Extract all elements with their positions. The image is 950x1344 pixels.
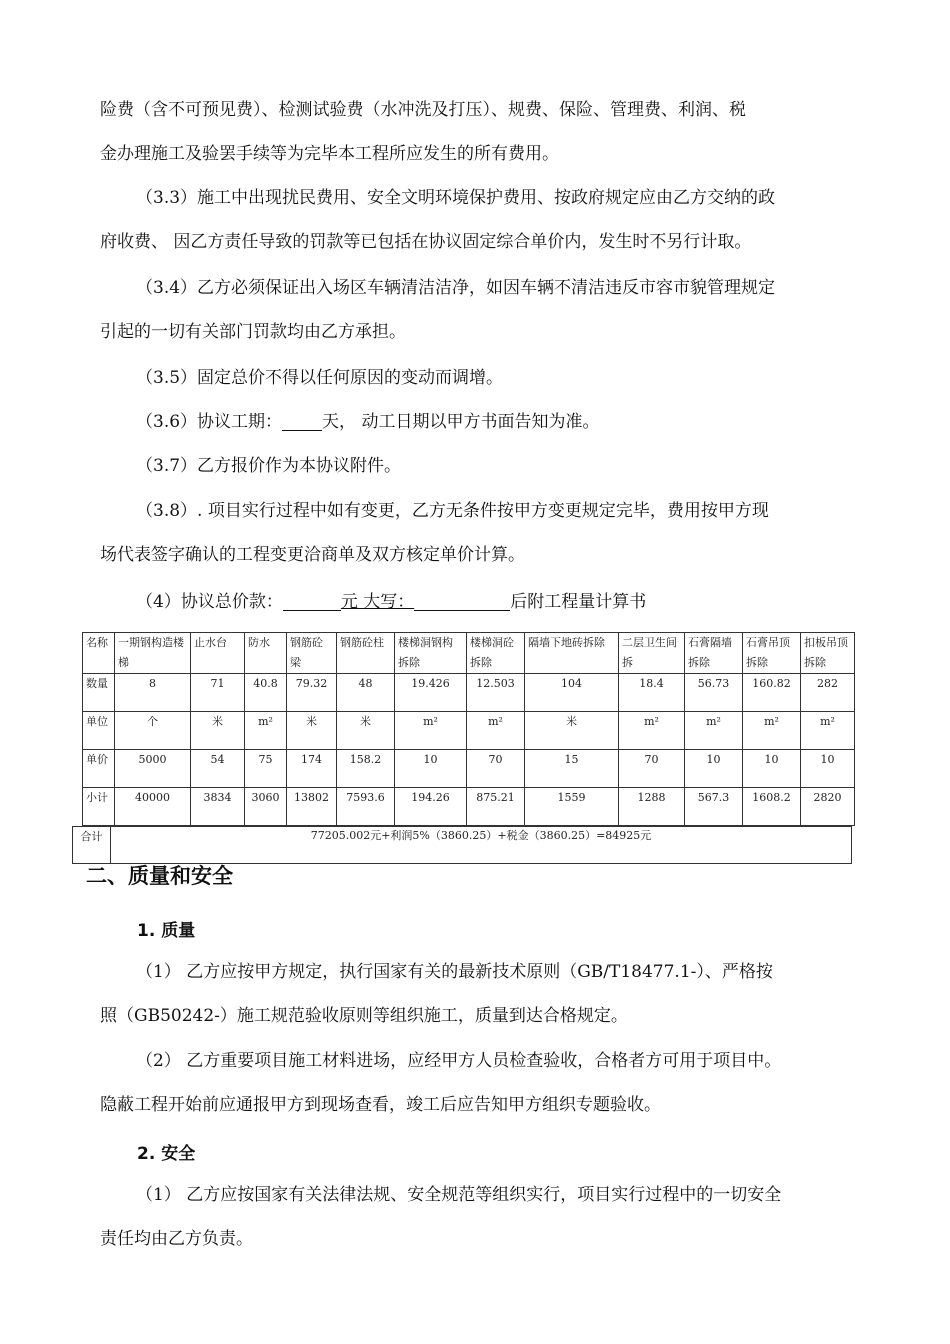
row-label: 小计 <box>83 788 115 826</box>
text-line: （2） 乙方重要项目施工材料进场，应经甲方人员检查验收，合格者方可用于项目中。 <box>136 1051 782 1071</box>
table-cell: 875.21 <box>467 788 525 826</box>
table-total-row <box>72 826 852 864</box>
table-row <box>83 788 855 826</box>
table-cell: 10 <box>395 750 467 788</box>
table-cell: 3060 <box>245 788 287 826</box>
column-header: 钢筋砼梁 <box>287 633 337 674</box>
row-label: 数量 <box>83 674 115 712</box>
text-line: （3.4）乙方必须保证出入场区车辆清洁洁净，如因车辆不清洁违反市容市貌管理规定 <box>136 278 776 298</box>
row-label: 单位 <box>83 712 115 750</box>
table-cell: 米 <box>287 712 337 750</box>
column-header: 一期钢构造楼梯 <box>115 633 191 674</box>
table-cell: 8 <box>115 674 191 712</box>
table-cell: 10 <box>743 750 801 788</box>
text-line: （3.5）固定总价不得以任何原因的变动而调增。 <box>136 368 504 388</box>
subsection-safety-title: 2. 安全 <box>137 1144 196 1164</box>
text-line: 场代表签字确认的工程变更洽商单及双方核定单价计算。 <box>100 545 525 565</box>
column-header: 扣板吊顶拆除 <box>801 633 855 674</box>
table-row <box>83 674 855 712</box>
text-line: 金办理施工及验罢手续等为完毕本工程所应发生的所有费用。 <box>100 144 559 164</box>
total-value: 77205.002元+利润5%（3860.25）+税金（3860.25）=84925元 <box>310 829 652 842</box>
table-cell: m² <box>685 712 743 750</box>
column-header: 隔墙下地砖拆除 <box>525 633 619 674</box>
table-cell: 1288 <box>619 788 685 826</box>
table-cell: 54 <box>191 750 245 788</box>
paragraph-fees <box>100 88 870 176</box>
table-cell: 1608.2 <box>743 788 801 826</box>
text-line: 险费（含不可预见费）、检测试验费（水冲洗及打压）、规费、保险、管理费、利润、税 <box>100 100 746 120</box>
table-row <box>83 712 855 750</box>
column-header: 钢筋砼柱 <box>337 633 395 674</box>
total-price-suffix: 后附工程量计算书 <box>510 592 647 612</box>
column-header: 楼梯洞钢构拆除 <box>395 633 467 674</box>
table-cell: 2820 <box>801 788 855 826</box>
table-cell: 71 <box>191 674 245 712</box>
paragraph-quality-1 <box>100 950 870 1038</box>
table-cell: 567.3 <box>685 788 743 826</box>
duration-label: （3.6）协议工期： <box>136 412 283 432</box>
column-header: 楼梯洞砼拆除 <box>467 633 525 674</box>
text-line <box>100 580 870 624</box>
table-cell: 米 <box>337 712 395 750</box>
table-cell: 40000 <box>115 788 191 826</box>
table-cell: m² <box>619 712 685 750</box>
column-header: 石膏隔墙拆除 <box>685 633 743 674</box>
table-cell: 70 <box>467 750 525 788</box>
paragraph-3-7 <box>100 444 870 488</box>
table-cell: 174 <box>287 750 337 788</box>
table-cell: 104 <box>525 674 619 712</box>
table-cell: 7593.6 <box>337 788 395 826</box>
table-cell: 70 <box>619 750 685 788</box>
text-line: （1） 乙方应按甲方规定，执行国家有关的最新技术原则（GB/T18477.1-）、严格按 <box>136 962 773 982</box>
text-line: （1） 乙方应按国家有关法律法规、安全规范等组织实行，项目实行过程中的一切安全 <box>136 1185 782 1205</box>
text-line: 照（GB50242-）施工规范验收原则等组织施工，质量到达合格规定。 <box>100 1006 628 1026</box>
table-row <box>83 750 855 788</box>
table-cell: 18.4 <box>619 674 685 712</box>
total-price-blank <box>283 590 341 611</box>
paragraph-4-total <box>100 580 870 624</box>
quantity-table <box>82 632 855 826</box>
text-line: 府收费、 因乙方责任导致的罚款等已包括在协议固定综合单价内，发生时不另行计取。 <box>100 232 752 252</box>
table-cell: 13802 <box>287 788 337 826</box>
table-cell: 个 <box>115 712 191 750</box>
table-cell: 282 <box>801 674 855 712</box>
table-cell: 1559 <box>525 788 619 826</box>
table-cell: 12.503 <box>467 674 525 712</box>
paragraph-3-8 <box>100 489 870 577</box>
table-cell: 米 <box>525 712 619 750</box>
table-row <box>83 633 855 674</box>
table-cell: 56.73 <box>685 674 743 712</box>
column-header: 石膏吊顶拆除 <box>743 633 801 674</box>
total-label: 合计 <box>73 827 111 863</box>
table-cell: 48 <box>337 674 395 712</box>
duration-blank <box>282 410 322 431</box>
paragraph-3-5 <box>100 356 870 400</box>
column-header: 止水台 <box>191 633 245 674</box>
paragraph-quality-2 <box>100 1039 870 1127</box>
table-cell: 79.32 <box>287 674 337 712</box>
text-line: 责任均由乙方负责。 <box>100 1229 253 1249</box>
paragraph-3-4 <box>100 266 870 354</box>
table-cell: 19.426 <box>395 674 467 712</box>
subsection-quality-title: 1. 质量 <box>137 921 196 941</box>
text-line: 引起的一切有关部门罚款均由乙方承担。 <box>100 322 406 342</box>
table-cell: 米 <box>191 712 245 750</box>
table-cell: 194.26 <box>395 788 467 826</box>
table-cell: m² <box>395 712 467 750</box>
total-price-label: （4）协议总价款： <box>136 592 283 612</box>
paragraph-3-3 <box>100 176 870 264</box>
column-header: 二层卫生间拆 <box>619 633 685 674</box>
table-cell: 75 <box>245 750 287 788</box>
table-cell: m² <box>801 712 855 750</box>
table-cell: 160.82 <box>743 674 801 712</box>
text-line: 隐蔽工程开始前应通报甲方到现场查看，竣工后应告知甲方组织专题验收。 <box>100 1095 661 1115</box>
column-header: 防水 <box>245 633 287 674</box>
row-label: 单价 <box>83 750 115 788</box>
table-cell: 158.2 <box>337 750 395 788</box>
paragraph-safety-1 <box>100 1173 870 1261</box>
text-line: （3.3）施工中出现扰民费用、安全文明环境保护费用、按政府规定应由乙方交纳的政 <box>136 188 776 208</box>
paragraph-3-6 <box>100 400 870 444</box>
table-cell: m² <box>245 712 287 750</box>
table-cell: 10 <box>685 750 743 788</box>
table-cell: 3834 <box>191 788 245 826</box>
table-cell: m² <box>467 712 525 750</box>
row-label: 名称 <box>83 633 115 674</box>
table-cell: 15 <box>525 750 619 788</box>
text-line: （3.7）乙方报价作为本协议附件。 <box>136 456 402 476</box>
text-line <box>100 400 870 444</box>
text-line: （3.8）. 项目实行过程中如有变更，乙方无条件按甲方变更规定完毕，费用按甲方现 <box>136 501 769 521</box>
duration-suffix: 天， 动工日期以甲方书面告知为准。 <box>322 412 600 432</box>
table-cell: 40.8 <box>245 674 287 712</box>
total-uppercase-blank <box>414 590 510 611</box>
total-price-unit: 元 大写： <box>340 592 415 612</box>
table-cell: 5000 <box>115 750 191 788</box>
table-cell: 10 <box>801 750 855 788</box>
table-cell: m² <box>743 712 801 750</box>
section-title: 二、质量和安全 <box>86 864 233 888</box>
